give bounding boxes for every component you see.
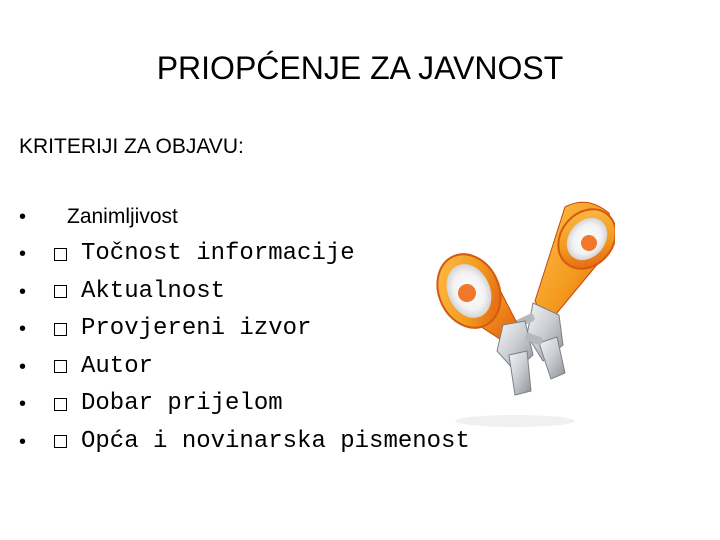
list-item (19, 236, 470, 274)
list-item (19, 348, 470, 386)
list-item-label: Autor (81, 352, 154, 380)
list-item-label: Točnost informacije (81, 240, 355, 268)
bullet-icon: • (19, 205, 27, 228)
criteria-list (19, 198, 470, 461)
bullet-icon: • (19, 243, 27, 266)
list-item-label: Zanimljivost (67, 204, 178, 228)
list-item (19, 311, 470, 349)
megaphone-icon (415, 195, 615, 450)
checkbox-icon (54, 323, 67, 336)
list-item-label: Aktualnost (81, 277, 226, 305)
list-item (19, 386, 470, 424)
checkbox-icon (54, 248, 67, 261)
list-item-label: Provjereni izvor (81, 315, 312, 343)
checkbox-icon (54, 398, 67, 411)
checkbox-icon (54, 285, 67, 298)
bullet-icon: • (19, 318, 27, 341)
checkbox-icon (54, 360, 67, 373)
bullet-icon: • (19, 355, 27, 378)
bullet-icon: • (19, 393, 27, 416)
bullet-icon: • (19, 430, 27, 453)
list-item-label: Opća i novinarska pismenost (81, 427, 470, 455)
list-item (19, 198, 470, 236)
list-item-label: Dobar prijelom (81, 390, 283, 418)
bullet-icon: • (19, 280, 27, 303)
slide-title: PRIOPĆENJE ZA JAVNOST (156, 50, 564, 86)
list-item (19, 423, 470, 461)
list-item (19, 273, 470, 311)
checkbox-icon (54, 435, 67, 448)
slide-subtitle: KRITERIJI ZA OBJAVU: (19, 135, 244, 158)
